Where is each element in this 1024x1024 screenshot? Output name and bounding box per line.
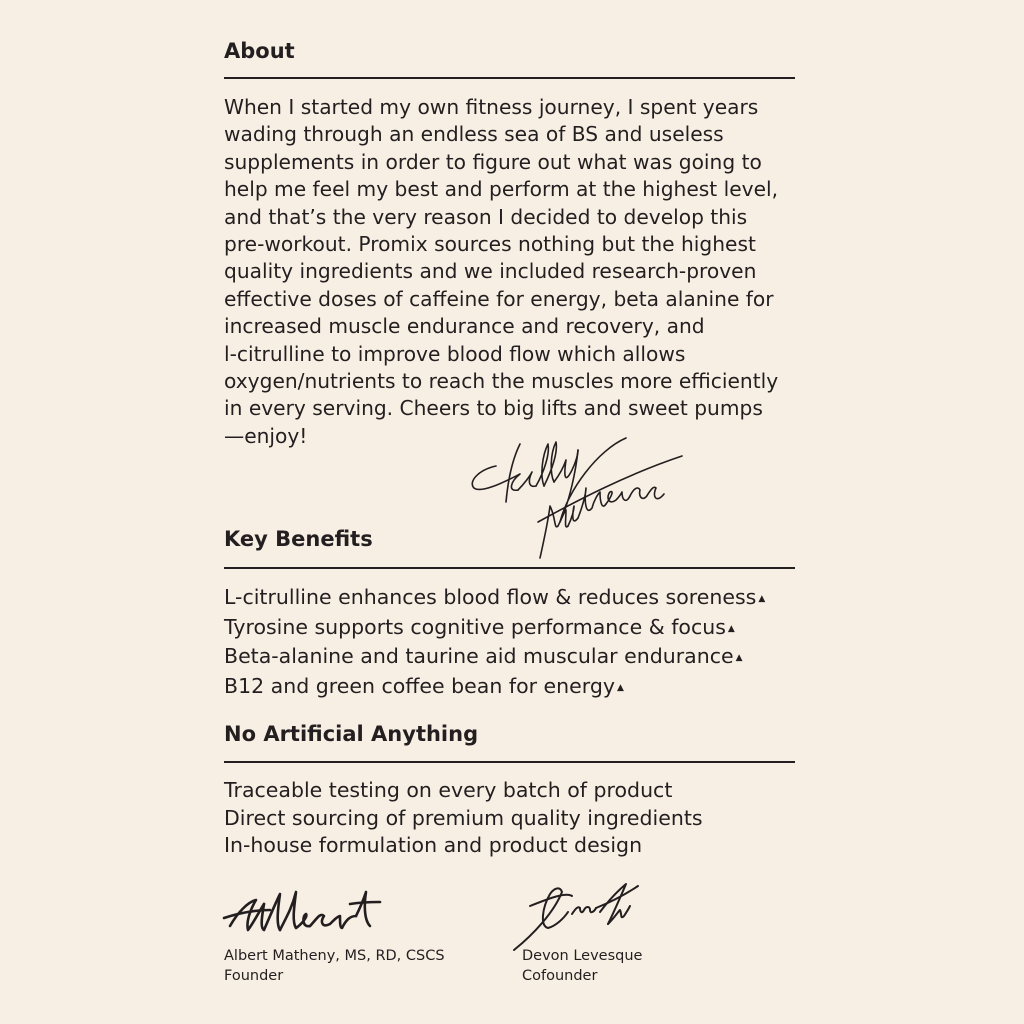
list-item: Direct sourcing of premium quality ingredients <box>224 805 703 830</box>
no-artificial-list <box>224 777 703 860</box>
person-role: Cofounder <box>522 968 598 984</box>
person-name: Albert Matheny, MS, RD, CSCS <box>224 948 445 964</box>
about-heading: About <box>224 39 295 63</box>
footnote-mark: ▲ <box>758 594 766 604</box>
list-item: In-house formulation and product design <box>224 833 643 857</box>
about-divider <box>224 77 795 79</box>
no-artificial-heading: No Artificial Anything <box>224 722 479 746</box>
person-role: Founder <box>224 968 284 984</box>
list-item: Tyrosine supports cognitive performance & focus ▲ <box>224 614 735 639</box>
about-body: When I started my own fitness journey, I spent years wading through an endless sea of BS and useless supplements in order to figure out what was going to help me feel my best and perform at the highest level, and that’s the very reason I decided to develop this pre-workout. Promix sources nothing but the highest quality ingredients and we included research-proven effective doses of caffeine for energy, beta alanine for increased muscle endurance and recovery, and l-citrulline to improve blood flow which allows oxygen/nutrients to reach the muscles more efficiently in every serving. Cheers to big lifts and sweet pumps —enjoy! <box>224 95 779 448</box>
list-item: Beta-alanine and taurine aid muscular endurance ▲ <box>224 644 743 668</box>
key-benefits-heading: Key Benefits <box>224 527 373 551</box>
list-item: B12 and green coffee bean for energy ▲ <box>224 673 624 698</box>
list-item: Traceable testing on every batch of product <box>224 778 673 802</box>
list-item: L-citrulline enhances blood flow & reduces soreness ▲ <box>224 585 766 609</box>
footnote-mark: ▲ <box>735 653 743 663</box>
person-name: Devon Levesque <box>522 948 643 964</box>
kelly-matthews-signature <box>468 430 688 560</box>
footnote-mark: ▲ <box>727 623 735 634</box>
key-benefits-list <box>224 583 765 701</box>
albert-signature <box>222 888 382 938</box>
devon-levesque-signature <box>510 878 640 954</box>
key-benefits-divider <box>224 567 795 569</box>
devon-caption <box>522 946 642 986</box>
albert-caption <box>224 946 445 986</box>
no-artificial-divider <box>224 761 795 763</box>
footnote-mark: ▲ <box>616 682 624 693</box>
